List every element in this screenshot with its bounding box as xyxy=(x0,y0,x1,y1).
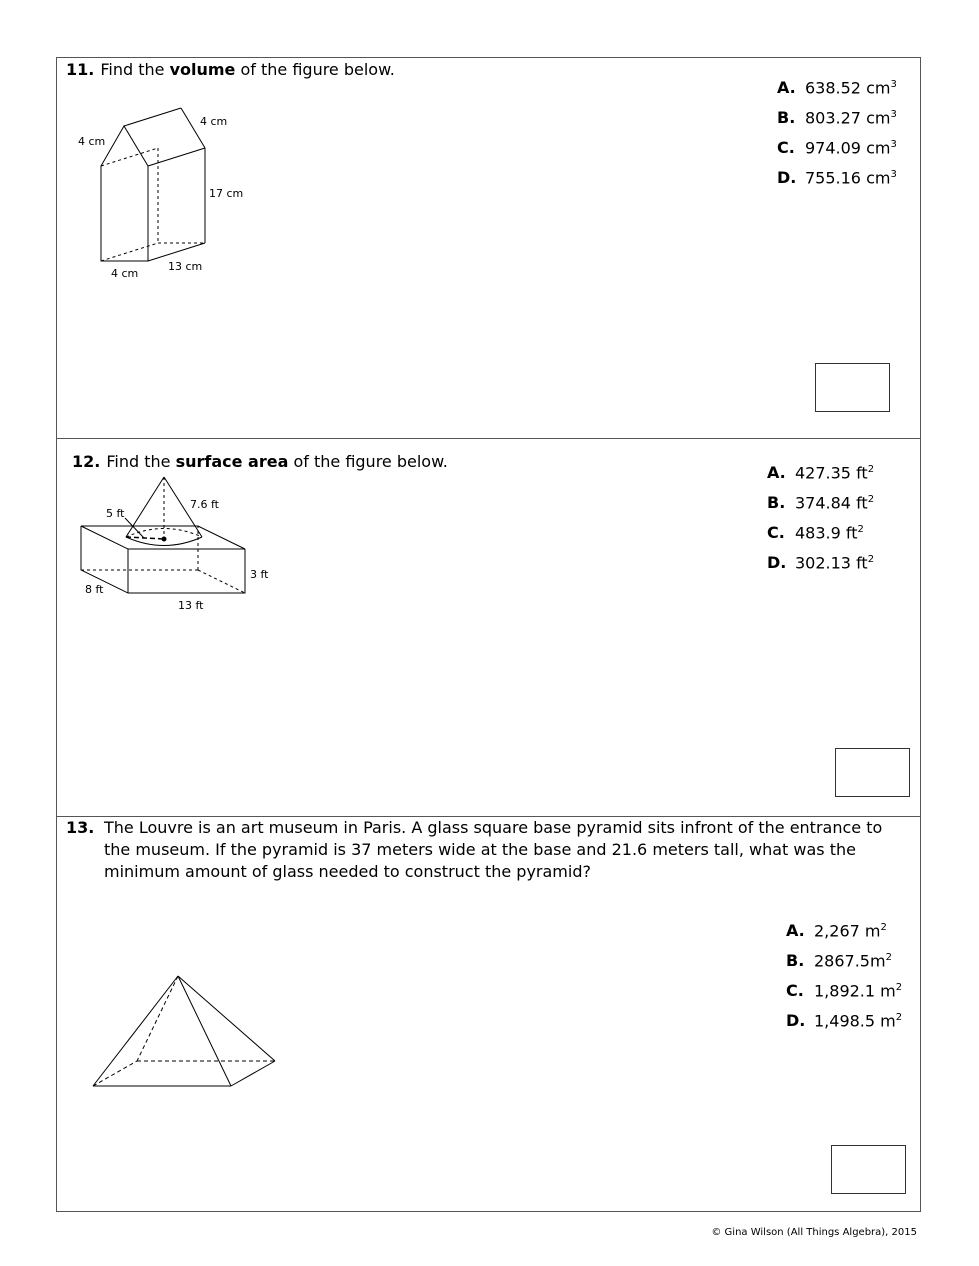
answer-choice[interactable]: A. 427.35 $ft^2$ xyxy=(767,463,875,483)
question-13-choices xyxy=(786,913,902,1033)
answer-choice[interactable]: C. 1,892.1 $m^2$ xyxy=(786,981,903,1001)
question-number: 11. xyxy=(66,60,95,79)
answer-choice[interactable]: B. 374.84 $ft^2$ xyxy=(767,493,875,513)
answer-choice[interactable]: B. 803.27 $cm^3$ xyxy=(777,108,897,128)
answer-choice[interactable]: D. 1,498.5 $m^2$ xyxy=(786,1011,903,1031)
figure-label: 7.6 ft xyxy=(190,498,219,511)
question-12-prompt: 12. Find the surface area of the figure below. xyxy=(72,452,448,471)
figure-label: 4 cm xyxy=(111,267,139,280)
answer-box[interactable] xyxy=(831,1145,906,1194)
figure-label: 4 cm xyxy=(78,135,106,148)
answer-choice[interactable]: C. 483.9 $ft^2$ xyxy=(767,523,864,543)
question-11-prompt: 11. Find the volume of the figure below. xyxy=(66,60,395,79)
question-number: 13. xyxy=(66,818,95,837)
question-number: 12. xyxy=(72,452,101,471)
figure-label: 5 ft xyxy=(106,507,125,520)
answer-choice[interactable]: D. 755.16 $cm^3$ xyxy=(777,168,897,188)
figure-label: 8 ft xyxy=(85,583,104,596)
keyword: volume xyxy=(169,60,236,79)
figure-label: 3 ft xyxy=(250,568,269,581)
answer-choice[interactable]: D. 302.13 $ft^2$ xyxy=(767,553,875,573)
answer-choice[interactable]: A. 638.52 $cm^3$ xyxy=(777,78,897,98)
figure-label: 13 cm xyxy=(168,260,203,273)
figure-label: 17 cm xyxy=(209,187,244,200)
question-13-prompt: 13. The Louvre is an art museum in Paris. A glass square base pyramid sits infront of the entrance to the museum. If the pyramid is 37 meters wide at the base and 21.6 meters tall, what was the minimum amount of glass needed to construct the pyramid? xyxy=(66,818,883,881)
answer-choice[interactable]: B. $2867.5m^2$ xyxy=(786,951,892,971)
answer-choice[interactable]: C. 974.09 $cm^3$ xyxy=(777,138,897,158)
keyword: surface area xyxy=(175,452,289,471)
answer-choice[interactable]: A. 2,267 $m^2$ xyxy=(786,921,887,941)
copyright-footer: © Gina Wilson (All Things Algebra), 2015 xyxy=(711,1227,917,1238)
figure-label: 13 ft xyxy=(178,599,204,612)
figure-label: 4 cm xyxy=(200,115,228,128)
